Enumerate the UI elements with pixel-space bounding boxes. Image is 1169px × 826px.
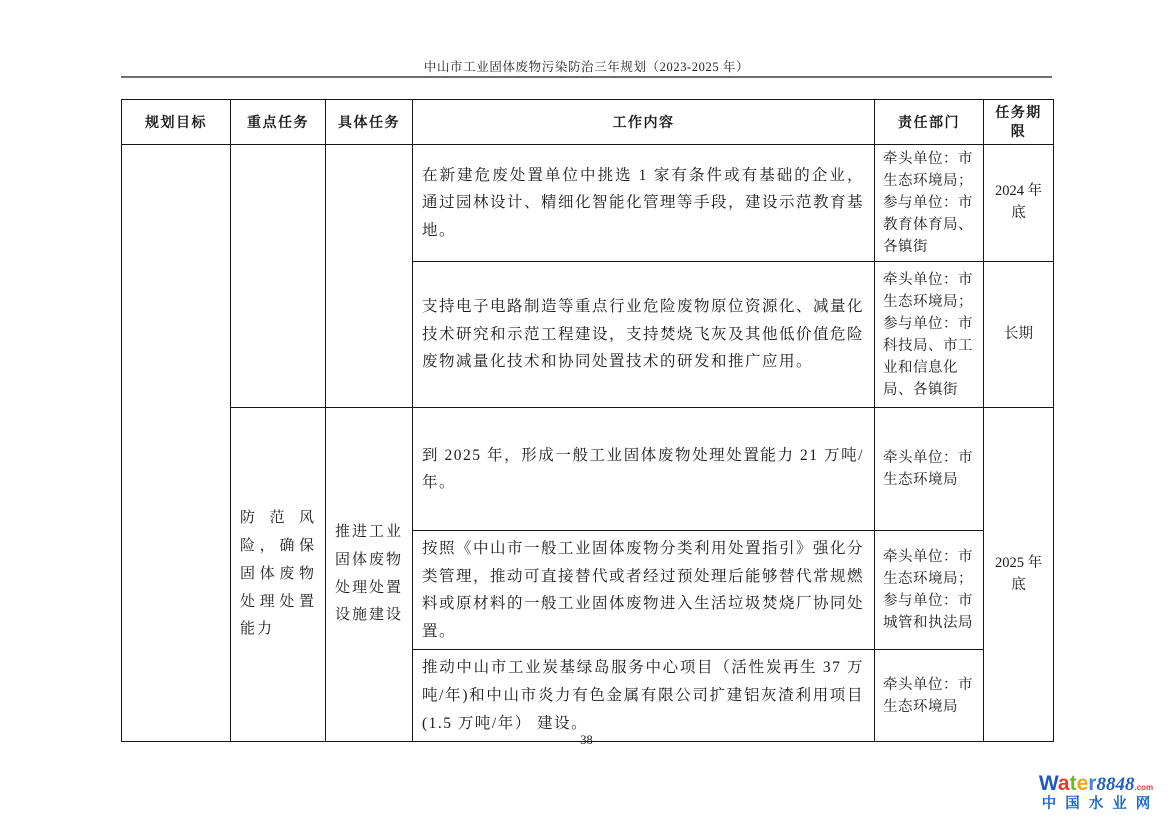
key-task-cell-empty — [231, 145, 326, 408]
work-content-cell: 在新建危废处置单位中挑选 1 家有条件或有基础的企业，通过园林设计、精细化智能化管理等手段，建设示范教育基地。 — [413, 145, 875, 262]
deadline-cell-merged: 2025 年底 — [984, 408, 1054, 742]
column-header-work-content: 工作内容 — [413, 100, 875, 145]
logo-letter: a — [1057, 772, 1070, 795]
table-header-row — [122, 100, 1054, 145]
column-header-specific-task: 具体任务 — [326, 100, 413, 145]
planning-goal-cell — [122, 145, 231, 742]
table-row — [122, 408, 1054, 531]
specific-task-cell-empty — [326, 145, 413, 408]
water8848-logo — [1028, 773, 1164, 812]
responsible-dept-cell: 牵头单位：市生态环境局；参与单位：市城管和执法局 — [875, 531, 984, 650]
logo-number: 8848 — [1096, 774, 1135, 795]
logo-letter: e — [1076, 772, 1089, 795]
deadline-cell: 长期 — [984, 262, 1054, 408]
specific-task-cell: 推进工业固体废物处理处置设施建设 — [326, 408, 413, 742]
work-content-cell: 支持电子电路制造等重点行业危险废物原位资源化、减量化技术研究和示范工程建设，支持焚烧飞灰及其他低价值危险废物减量化技术和协同处置技术的研发和推广应用。 — [413, 262, 875, 408]
logo-letter: r — [1088, 772, 1097, 795]
table-row — [122, 145, 1054, 262]
column-header-planning-goal: 规划目标 — [122, 100, 231, 145]
responsible-dept-cell: 牵头单位：市生态环境局 — [875, 408, 984, 531]
logo-domain-suffix: .com — [1134, 783, 1154, 792]
page-number: 38 — [580, 733, 593, 747]
work-content-cell: 到 2025 年，形成一般工业固体废物处理处置能力 21 万吨/年。 — [413, 408, 875, 531]
logo-letter: W — [1038, 772, 1058, 795]
key-task-cell: 防范风险，确保固体废物处理处置能力 — [231, 408, 326, 742]
deadline-cell: 2024 年底 — [984, 145, 1054, 262]
work-content-cell: 推动中山市工业炭基绿岛服务中心项目（活性炭再生 37 万吨/年)和中山市炎力有色金属有限公司扩建铝灰渣利用项目(1.5 万吨/年） 建设。 — [413, 650, 875, 742]
header-divider — [121, 76, 1052, 78]
responsible-dept-cell: 牵头单位：市生态环境局；参与单位：市科技局、市工业和信息化局、各镇街 — [875, 262, 984, 408]
responsible-dept-cell: 牵头单位：市生态环境局；参与单位：市教育体育局、各镇街 — [875, 145, 984, 262]
logo-letter: t — [1069, 772, 1077, 795]
water8848-wordmark — [1028, 773, 1164, 794]
column-header-deadline: 任务期限 — [984, 100, 1054, 145]
work-content-cell: 按照《中山市一般工业固体废物分类利用处置指引》强化分类管理，推动可直接替代或者经过预处理后能够替代常规燃料或原材料的一般工业固体废物进入生活垃圾焚烧厂协同处置。 — [413, 531, 875, 650]
responsible-dept-cell: 牵头单位：市生态环境局 — [875, 650, 984, 742]
column-header-key-task: 重点任务 — [231, 100, 326, 145]
plan-table — [121, 99, 1054, 742]
logo-subtitle: 中国水业网 — [1041, 796, 1160, 812]
column-header-responsible-dept: 责任部门 — [875, 100, 984, 145]
running-header-title: 中山市工业固体废物污染防治三年规划（2023-2025 年） — [423, 60, 750, 74]
